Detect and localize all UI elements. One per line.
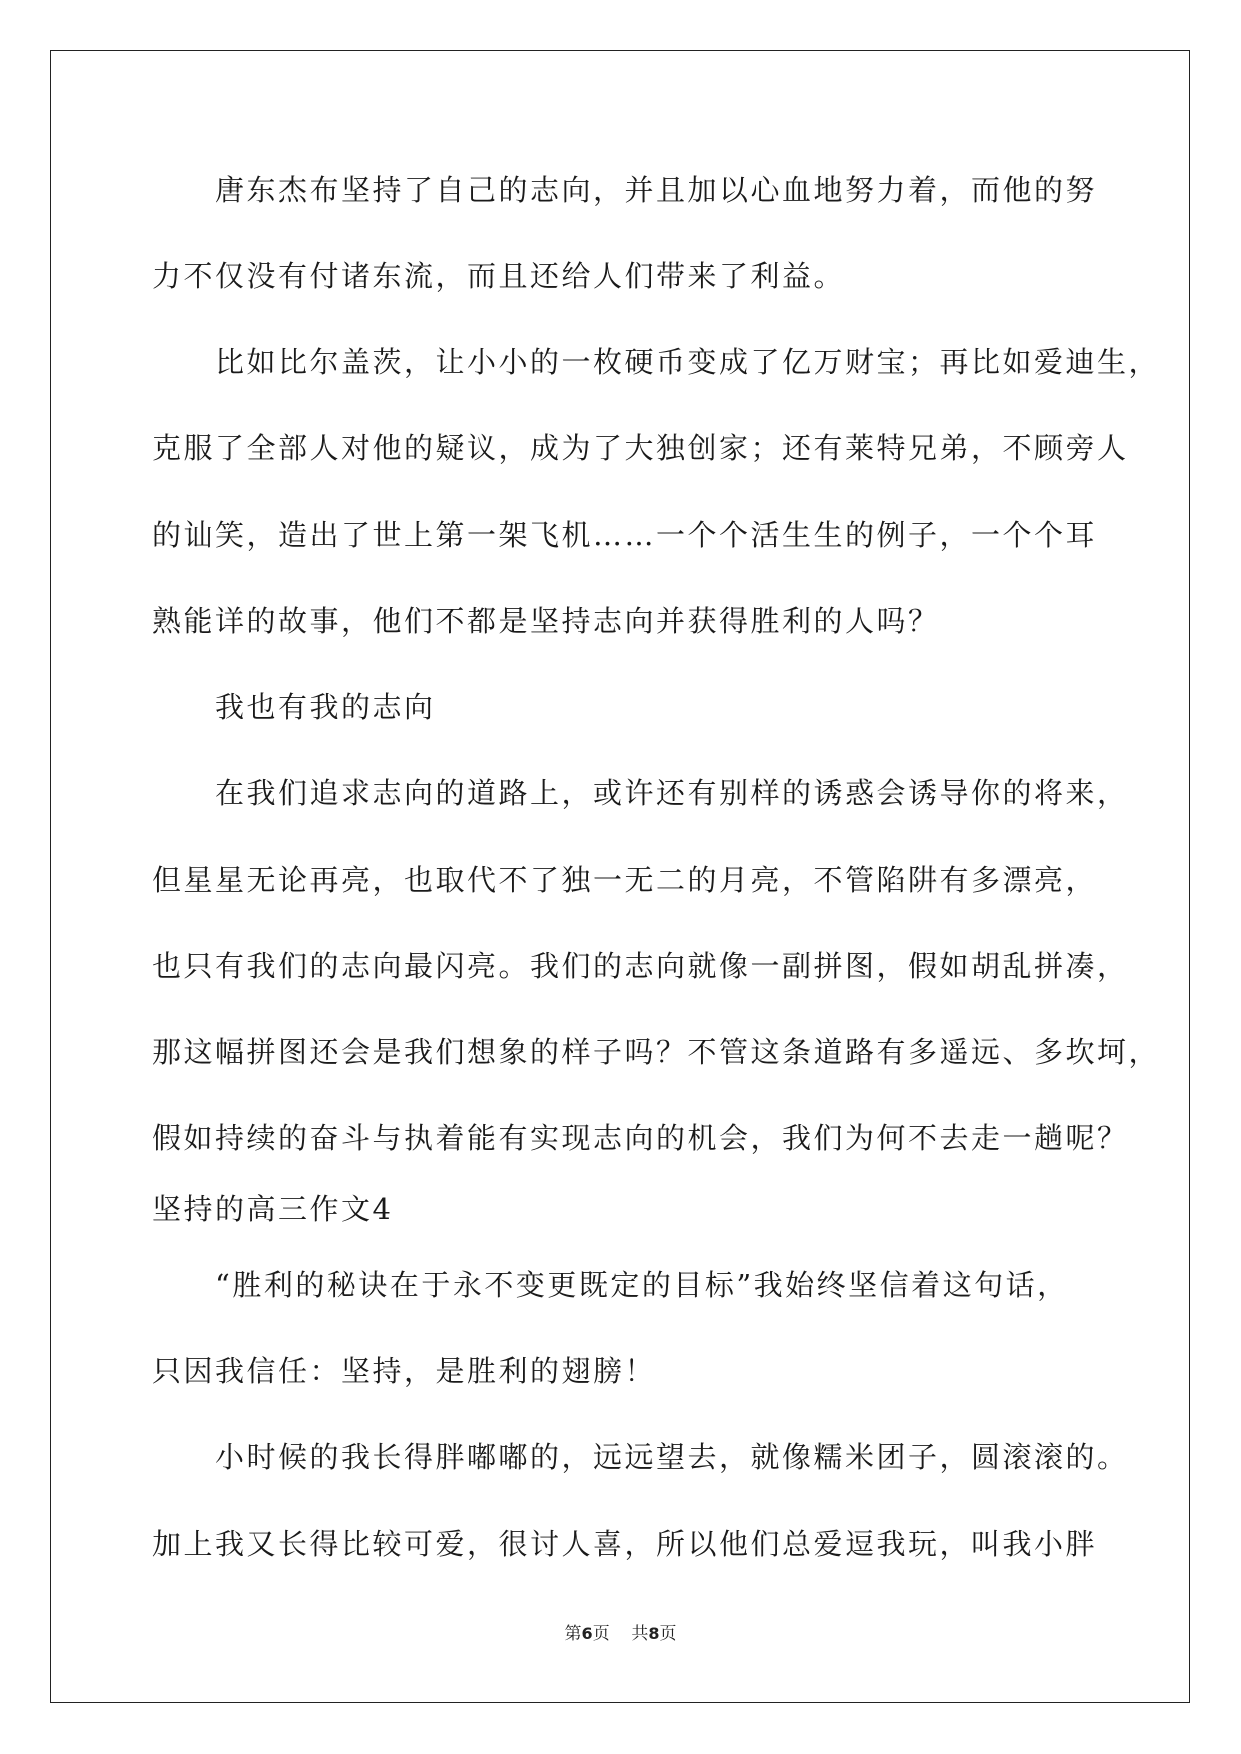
- footer-prefix: 第: [564, 1624, 582, 1644]
- text-line: 的讪笑，造出了世上第一架飞机……一个个活生生的例子，一个个耳: [152, 518, 1098, 552]
- footer-page-word: 页: [592, 1624, 610, 1644]
- total-pages-number: 8: [648, 1624, 660, 1643]
- text-line: 只因我信任：坚持，是胜利的翅膀！: [152, 1354, 657, 1388]
- text-line: 比如比尔盖茨，让小小的一枚硬币变成了亿万财宝；再比如爱迪生，: [215, 345, 1161, 379]
- footer-total-prefix: 共: [631, 1624, 649, 1644]
- subheading: 我也有我的志向: [215, 690, 436, 724]
- text-line: 熟能详的故事，他们不都是坚持志向并获得胜利的人吗？: [152, 604, 940, 638]
- text-line: 唐东杰布坚持了自己的志向，并且加以心血地努力着，而他的努: [215, 173, 1098, 207]
- page-number-footer: [0, 1623, 1241, 1645]
- text-line: “胜利的秘诀在于永不变更既定的目标”我始终坚信着这句话，: [215, 1268, 1069, 1302]
- text-line: 假如持续的奋斗与执着能有实现志向的机会，我们为何不去走一趟呢？: [152, 1121, 1129, 1155]
- section-title: 坚持的高三作文4: [152, 1192, 394, 1226]
- text-line: 也只有我们的志向最闪亮。我们的志向就像一副拼图，假如胡乱拼凑，: [152, 949, 1129, 983]
- current-page-number: 6: [581, 1624, 593, 1643]
- footer-total-suffix: 页: [659, 1624, 677, 1644]
- text-line: 小时候的我长得胖嘟嘟的，远远望去，就像糯米团子，圆滚滚的。: [215, 1440, 1129, 1474]
- text-line: 但星星无论再亮，也取代不了独一无二的月亮，不管陷阱有多漂亮，: [152, 863, 1098, 897]
- text-line: 在我们追求志向的道路上，或许还有别样的诱惑会诱导你的将来，: [215, 776, 1129, 810]
- text-line: 力不仅没有付诸东流，而且还给人们带来了利益。: [152, 259, 846, 293]
- text-line: 加上我又长得比较可爱，很讨人喜，所以他们总爱逗我玩，叫我小胖: [152, 1527, 1098, 1561]
- text-line: 那这幅拼图还会是我们想象的样子吗？不管这条道路有多遥远、多坎坷，: [152, 1035, 1161, 1069]
- text-line: 克服了全部人对他的疑议，成为了大独创家；还有莱特兄弟，不顾旁人: [152, 431, 1129, 465]
